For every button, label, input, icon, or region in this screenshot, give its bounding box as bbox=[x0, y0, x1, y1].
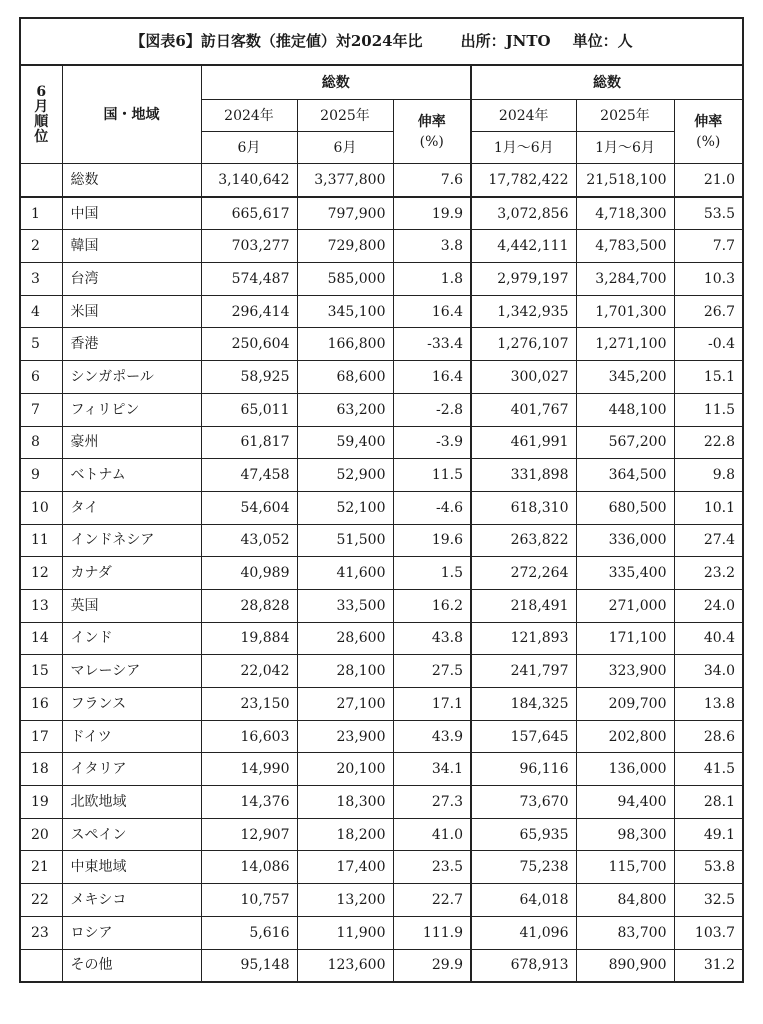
june-2025-value: 51,500 bbox=[297, 524, 393, 557]
june-2025-value: 28,600 bbox=[297, 622, 393, 655]
table-row bbox=[20, 491, 743, 524]
country-name: ベトナム bbox=[62, 459, 201, 492]
rank-cell: 22 bbox=[20, 884, 62, 917]
june-growth-value: 27.3 bbox=[393, 786, 471, 819]
total-jun2025: 3,377,800 bbox=[297, 164, 393, 197]
june-growth-value: -3.9 bbox=[393, 426, 471, 459]
ytd-2024-value: 2,979,197 bbox=[471, 263, 576, 296]
june-2024-value: 16,603 bbox=[201, 720, 297, 753]
country-header: 国・地域 bbox=[62, 65, 201, 164]
rank-cell: 6 bbox=[20, 361, 62, 394]
table-row bbox=[20, 786, 743, 819]
rank-cell: 19 bbox=[20, 786, 62, 819]
ytd-2025-header: 2025年 bbox=[576, 100, 674, 132]
table-row bbox=[20, 295, 743, 328]
june-growth-value: -33.4 bbox=[393, 328, 471, 361]
total-rank-cell bbox=[20, 164, 62, 197]
total-ytd2025: 21,518,100 bbox=[576, 164, 674, 197]
rank-cell: 20 bbox=[20, 818, 62, 851]
rank-cell: 7 bbox=[20, 393, 62, 426]
ytd-growth-value: 9.8 bbox=[674, 459, 743, 492]
ytd-growth-value: 13.8 bbox=[674, 688, 743, 721]
country-name: ロシア bbox=[62, 916, 201, 949]
total-ytd2024: 17,782,422 bbox=[471, 164, 576, 197]
country-name: フィリピン bbox=[62, 393, 201, 426]
june-2025-value: 729,800 bbox=[297, 230, 393, 263]
ytd-2024-value: 1,342,935 bbox=[471, 295, 576, 328]
ytd-2024-value: 184,325 bbox=[471, 688, 576, 721]
june-2025-value: 13,200 bbox=[297, 884, 393, 917]
june-growth-value: 1.5 bbox=[393, 557, 471, 590]
june-2025-value: 585,000 bbox=[297, 263, 393, 296]
june-2025-value: 123,600 bbox=[297, 949, 393, 982]
ytd-2025-value: 448,100 bbox=[576, 393, 674, 426]
rank-cell: 9 bbox=[20, 459, 62, 492]
ytd-2025-value: 136,000 bbox=[576, 753, 674, 786]
ytd-2025-value: 323,900 bbox=[576, 655, 674, 688]
rank-cell: 10 bbox=[20, 491, 62, 524]
ytd-growth-value: 23.2 bbox=[674, 557, 743, 590]
june-2024-value: 28,828 bbox=[201, 589, 297, 622]
ytd-2024-value: 73,670 bbox=[471, 786, 576, 819]
country-name: 韓国 bbox=[62, 230, 201, 263]
country-name: マレーシア bbox=[62, 655, 201, 688]
ytd-growth-label: 伸率 bbox=[694, 113, 723, 130]
rank-cell bbox=[20, 949, 62, 982]
rank-cell: 15 bbox=[20, 655, 62, 688]
table-row bbox=[20, 818, 743, 851]
country-name: 北欧地域 bbox=[62, 786, 201, 819]
unit-label: 単位：人 bbox=[572, 32, 633, 50]
june-2024-value: 43,052 bbox=[201, 524, 297, 557]
june-2025-value: 166,800 bbox=[297, 328, 393, 361]
june-group-header: 総数 bbox=[201, 65, 471, 100]
ytd-2024-value: 300,027 bbox=[471, 361, 576, 394]
june-2024-value: 58,925 bbox=[201, 361, 297, 394]
june-2024-value: 574,487 bbox=[201, 263, 297, 296]
ytd-growth-value: 26.7 bbox=[674, 295, 743, 328]
table-row bbox=[20, 197, 743, 230]
ytd-2025-value: 83,700 bbox=[576, 916, 674, 949]
june-2024-value: 14,376 bbox=[201, 786, 297, 819]
table-row bbox=[20, 720, 743, 753]
rank-cell: 12 bbox=[20, 557, 62, 590]
ytd-2025-value: 98,300 bbox=[576, 818, 674, 851]
june-growth-label: 伸率 bbox=[417, 113, 446, 130]
june-2025-value: 59,400 bbox=[297, 426, 393, 459]
ytd-growth-value: 31.2 bbox=[674, 949, 743, 982]
ytd-2025-value: 1,701,300 bbox=[576, 295, 674, 328]
june-2025-header: 2025年 bbox=[297, 100, 393, 132]
ytd-growth-value: 53.5 bbox=[674, 197, 743, 230]
country-name: 中東地域 bbox=[62, 851, 201, 884]
june-2025-value: 18,200 bbox=[297, 818, 393, 851]
june-growth-value: 43.9 bbox=[393, 720, 471, 753]
table-row bbox=[20, 263, 743, 296]
june-growth-unit: (%) bbox=[419, 133, 444, 150]
june-2024-value: 296,414 bbox=[201, 295, 297, 328]
table-row bbox=[20, 589, 743, 622]
table-row bbox=[20, 426, 743, 459]
rank-cell: 21 bbox=[20, 851, 62, 884]
visitor-arrivals-table bbox=[19, 17, 744, 983]
rank-cell: 11 bbox=[20, 524, 62, 557]
ytd-2025-value: 364,500 bbox=[576, 459, 674, 492]
ytd-2024-value: 121,893 bbox=[471, 622, 576, 655]
total-row bbox=[20, 164, 743, 197]
june-2024-sub: 6月 bbox=[201, 132, 297, 164]
ytd-growth-value: 10.1 bbox=[674, 491, 743, 524]
june-growth-value: 19.9 bbox=[393, 197, 471, 230]
ytd-2024-value: 331,898 bbox=[471, 459, 576, 492]
ytd-2025-value: 336,000 bbox=[576, 524, 674, 557]
total-name: 総数 bbox=[62, 164, 201, 197]
ytd-2024-value: 618,310 bbox=[471, 491, 576, 524]
ytd-2025-value: 890,900 bbox=[576, 949, 674, 982]
country-name: メキシコ bbox=[62, 884, 201, 917]
june-2024-value: 14,086 bbox=[201, 851, 297, 884]
rank-cell: 1 bbox=[20, 197, 62, 230]
country-name: スペイン bbox=[62, 818, 201, 851]
rank-cell: 2 bbox=[20, 230, 62, 263]
ytd-growth-value: 24.0 bbox=[674, 589, 743, 622]
country-name: シンガポール bbox=[62, 361, 201, 394]
june-2025-value: 11,900 bbox=[297, 916, 393, 949]
ytd-2025-value: 209,700 bbox=[576, 688, 674, 721]
table-row bbox=[20, 459, 743, 492]
country-name: 台湾 bbox=[62, 263, 201, 296]
june-2025-value: 68,600 bbox=[297, 361, 393, 394]
ytd-2024-value: 96,116 bbox=[471, 753, 576, 786]
country-name: 豪州 bbox=[62, 426, 201, 459]
rank-header bbox=[20, 65, 62, 164]
june-2025-value: 18,300 bbox=[297, 786, 393, 819]
rank-cell: 8 bbox=[20, 426, 62, 459]
country-name: インドネシア bbox=[62, 524, 201, 557]
ytd-2025-value: 271,000 bbox=[576, 589, 674, 622]
country-name: 香港 bbox=[62, 328, 201, 361]
ytd-group-header: 総数 bbox=[471, 65, 743, 100]
ytd-2025-value: 345,200 bbox=[576, 361, 674, 394]
ytd-2024-value: 461,991 bbox=[471, 426, 576, 459]
ytd-2024-value: 678,913 bbox=[471, 949, 576, 982]
ytd-2024-value: 64,018 bbox=[471, 884, 576, 917]
ytd-2025-value: 3,284,700 bbox=[576, 263, 674, 296]
june-2024-value: 54,604 bbox=[201, 491, 297, 524]
june-2024-value: 250,604 bbox=[201, 328, 297, 361]
ytd-growth-value: 53.8 bbox=[674, 851, 743, 884]
june-2024-value: 65,011 bbox=[201, 393, 297, 426]
june-growth-value: 17.1 bbox=[393, 688, 471, 721]
june-growth-value: 3.8 bbox=[393, 230, 471, 263]
ytd-growth-value: 41.5 bbox=[674, 753, 743, 786]
ytd-2025-value: 1,271,100 bbox=[576, 328, 674, 361]
june-growth-value: 111.9 bbox=[393, 916, 471, 949]
table-row bbox=[20, 916, 743, 949]
ytd-2024-value: 75,238 bbox=[471, 851, 576, 884]
ytd-growth-value: 22.8 bbox=[674, 426, 743, 459]
table-row bbox=[20, 884, 743, 917]
june-2025-value: 27,100 bbox=[297, 688, 393, 721]
june-2024-value: 665,617 bbox=[201, 197, 297, 230]
june-growth-value: 16.2 bbox=[393, 589, 471, 622]
table-row bbox=[20, 753, 743, 786]
ytd-growth-value: 40.4 bbox=[674, 622, 743, 655]
ytd-2025-value: 115,700 bbox=[576, 851, 674, 884]
ytd-2024-value: 65,935 bbox=[471, 818, 576, 851]
june-2025-value: 33,500 bbox=[297, 589, 393, 622]
table-row bbox=[20, 524, 743, 557]
june-growth-value: 34.1 bbox=[393, 753, 471, 786]
ytd-2024-value: 241,797 bbox=[471, 655, 576, 688]
ytd-growth-value: -0.4 bbox=[674, 328, 743, 361]
june-2025-value: 23,900 bbox=[297, 720, 393, 753]
june-2025-value: 20,100 bbox=[297, 753, 393, 786]
ytd-2024-value: 41,096 bbox=[471, 916, 576, 949]
ytd-growth-value: 32.5 bbox=[674, 884, 743, 917]
june-2024-value: 19,884 bbox=[201, 622, 297, 655]
june-2025-value: 797,900 bbox=[297, 197, 393, 230]
ytd-2024-value: 4,442,111 bbox=[471, 230, 576, 263]
table-row bbox=[20, 393, 743, 426]
rank-cell: 4 bbox=[20, 295, 62, 328]
country-name: イタリア bbox=[62, 753, 201, 786]
ytd-2025-sub: 1月〜6月 bbox=[576, 132, 674, 164]
ytd-growth-value: 28.1 bbox=[674, 786, 743, 819]
june-2025-value: 28,100 bbox=[297, 655, 393, 688]
june-growth-value: -2.8 bbox=[393, 393, 471, 426]
june-2025-sub: 6月 bbox=[297, 132, 393, 164]
country-name: ドイツ bbox=[62, 720, 201, 753]
june-growth-value: 29.9 bbox=[393, 949, 471, 982]
ytd-growth-value: 103.7 bbox=[674, 916, 743, 949]
ytd-growth-value: 34.0 bbox=[674, 655, 743, 688]
country-name: 米国 bbox=[62, 295, 201, 328]
june-growth-value: 1.8 bbox=[393, 263, 471, 296]
ytd-2025-value: 4,718,300 bbox=[576, 197, 674, 230]
table-row bbox=[20, 361, 743, 394]
june-growth-value: 19.6 bbox=[393, 524, 471, 557]
june-2025-value: 63,200 bbox=[297, 393, 393, 426]
rank-cell: 16 bbox=[20, 688, 62, 721]
june-2024-value: 10,757 bbox=[201, 884, 297, 917]
country-name: インド bbox=[62, 622, 201, 655]
table-row bbox=[20, 230, 743, 263]
ytd-growth-value: 11.5 bbox=[674, 393, 743, 426]
june-growth-value: 23.5 bbox=[393, 851, 471, 884]
june-2025-value: 52,900 bbox=[297, 459, 393, 492]
ytd-2024-value: 157,645 bbox=[471, 720, 576, 753]
june-2025-value: 52,100 bbox=[297, 491, 393, 524]
june-growth-header bbox=[393, 100, 471, 164]
country-name: 英国 bbox=[62, 589, 201, 622]
ytd-2024-value: 218,491 bbox=[471, 589, 576, 622]
june-2024-header: 2024年 bbox=[201, 100, 297, 132]
ytd-2025-value: 94,400 bbox=[576, 786, 674, 819]
rank-cell: 18 bbox=[20, 753, 62, 786]
table-row bbox=[20, 328, 743, 361]
table-row bbox=[20, 949, 743, 982]
source-label: 出所：JNTO bbox=[460, 32, 551, 50]
ytd-growth-header bbox=[674, 100, 743, 164]
rank-cell: 3 bbox=[20, 263, 62, 296]
ytd-2025-value: 567,200 bbox=[576, 426, 674, 459]
ytd-growth-unit: (%) bbox=[696, 133, 721, 150]
ytd-growth-value: 15.1 bbox=[674, 361, 743, 394]
ytd-growth-value: 49.1 bbox=[674, 818, 743, 851]
ytd-2025-value: 680,500 bbox=[576, 491, 674, 524]
june-2024-value: 12,907 bbox=[201, 818, 297, 851]
ytd-growth-value: 7.7 bbox=[674, 230, 743, 263]
country-name: カナダ bbox=[62, 557, 201, 590]
june-growth-value: 11.5 bbox=[393, 459, 471, 492]
ytd-2025-value: 202,800 bbox=[576, 720, 674, 753]
ytd-2024-sub: 1月〜6月 bbox=[471, 132, 576, 164]
rank-header-text: 6月順位 bbox=[34, 83, 49, 145]
ytd-2024-value: 263,822 bbox=[471, 524, 576, 557]
june-2024-value: 95,148 bbox=[201, 949, 297, 982]
country-name: タイ bbox=[62, 491, 201, 524]
country-name: その他 bbox=[62, 949, 201, 982]
total-jun-rate: 7.6 bbox=[393, 164, 471, 197]
rank-cell: 5 bbox=[20, 328, 62, 361]
june-growth-value: 22.7 bbox=[393, 884, 471, 917]
ytd-2025-value: 335,400 bbox=[576, 557, 674, 590]
ytd-growth-value: 28.6 bbox=[674, 720, 743, 753]
rank-cell: 13 bbox=[20, 589, 62, 622]
rank-cell: 23 bbox=[20, 916, 62, 949]
june-2024-value: 40,989 bbox=[201, 557, 297, 590]
ytd-growth-value: 27.4 bbox=[674, 524, 743, 557]
june-growth-value: 27.5 bbox=[393, 655, 471, 688]
rank-cell: 17 bbox=[20, 720, 62, 753]
june-growth-value: 41.0 bbox=[393, 818, 471, 851]
june-growth-value: 16.4 bbox=[393, 361, 471, 394]
june-2024-value: 14,990 bbox=[201, 753, 297, 786]
total-jun2024: 3,140,642 bbox=[201, 164, 297, 197]
june-2025-value: 41,600 bbox=[297, 557, 393, 590]
june-2024-value: 47,458 bbox=[201, 459, 297, 492]
table-title bbox=[20, 18, 743, 65]
ytd-2024-value: 3,072,856 bbox=[471, 197, 576, 230]
june-2024-value: 5,616 bbox=[201, 916, 297, 949]
country-name: 中国 bbox=[62, 197, 201, 230]
ytd-2024-value: 272,264 bbox=[471, 557, 576, 590]
country-name: フランス bbox=[62, 688, 201, 721]
june-2024-value: 61,817 bbox=[201, 426, 297, 459]
june-2025-value: 345,100 bbox=[297, 295, 393, 328]
table-row bbox=[20, 655, 743, 688]
june-growth-value: -4.6 bbox=[393, 491, 471, 524]
ytd-2024-header: 2024年 bbox=[471, 100, 576, 132]
ytd-2025-value: 4,783,500 bbox=[576, 230, 674, 263]
june-2024-value: 22,042 bbox=[201, 655, 297, 688]
table-row bbox=[20, 622, 743, 655]
june-2025-value: 17,400 bbox=[297, 851, 393, 884]
visitor-table-frame bbox=[19, 17, 742, 983]
total-ytd-rate: 21.0 bbox=[674, 164, 743, 197]
ytd-2025-value: 84,800 bbox=[576, 884, 674, 917]
june-2024-value: 703,277 bbox=[201, 230, 297, 263]
ytd-2024-value: 401,767 bbox=[471, 393, 576, 426]
table-row bbox=[20, 557, 743, 590]
ytd-growth-value: 10.3 bbox=[674, 263, 743, 296]
title-label: 【図表6】訪日客数（推定値）対2024年比 bbox=[130, 32, 423, 50]
ytd-2025-value: 171,100 bbox=[576, 622, 674, 655]
ytd-2024-value: 1,276,107 bbox=[471, 328, 576, 361]
table-row bbox=[20, 851, 743, 884]
june-growth-value: 43.8 bbox=[393, 622, 471, 655]
june-2024-value: 23,150 bbox=[201, 688, 297, 721]
rank-cell: 14 bbox=[20, 622, 62, 655]
june-growth-value: 16.4 bbox=[393, 295, 471, 328]
table-row bbox=[20, 688, 743, 721]
